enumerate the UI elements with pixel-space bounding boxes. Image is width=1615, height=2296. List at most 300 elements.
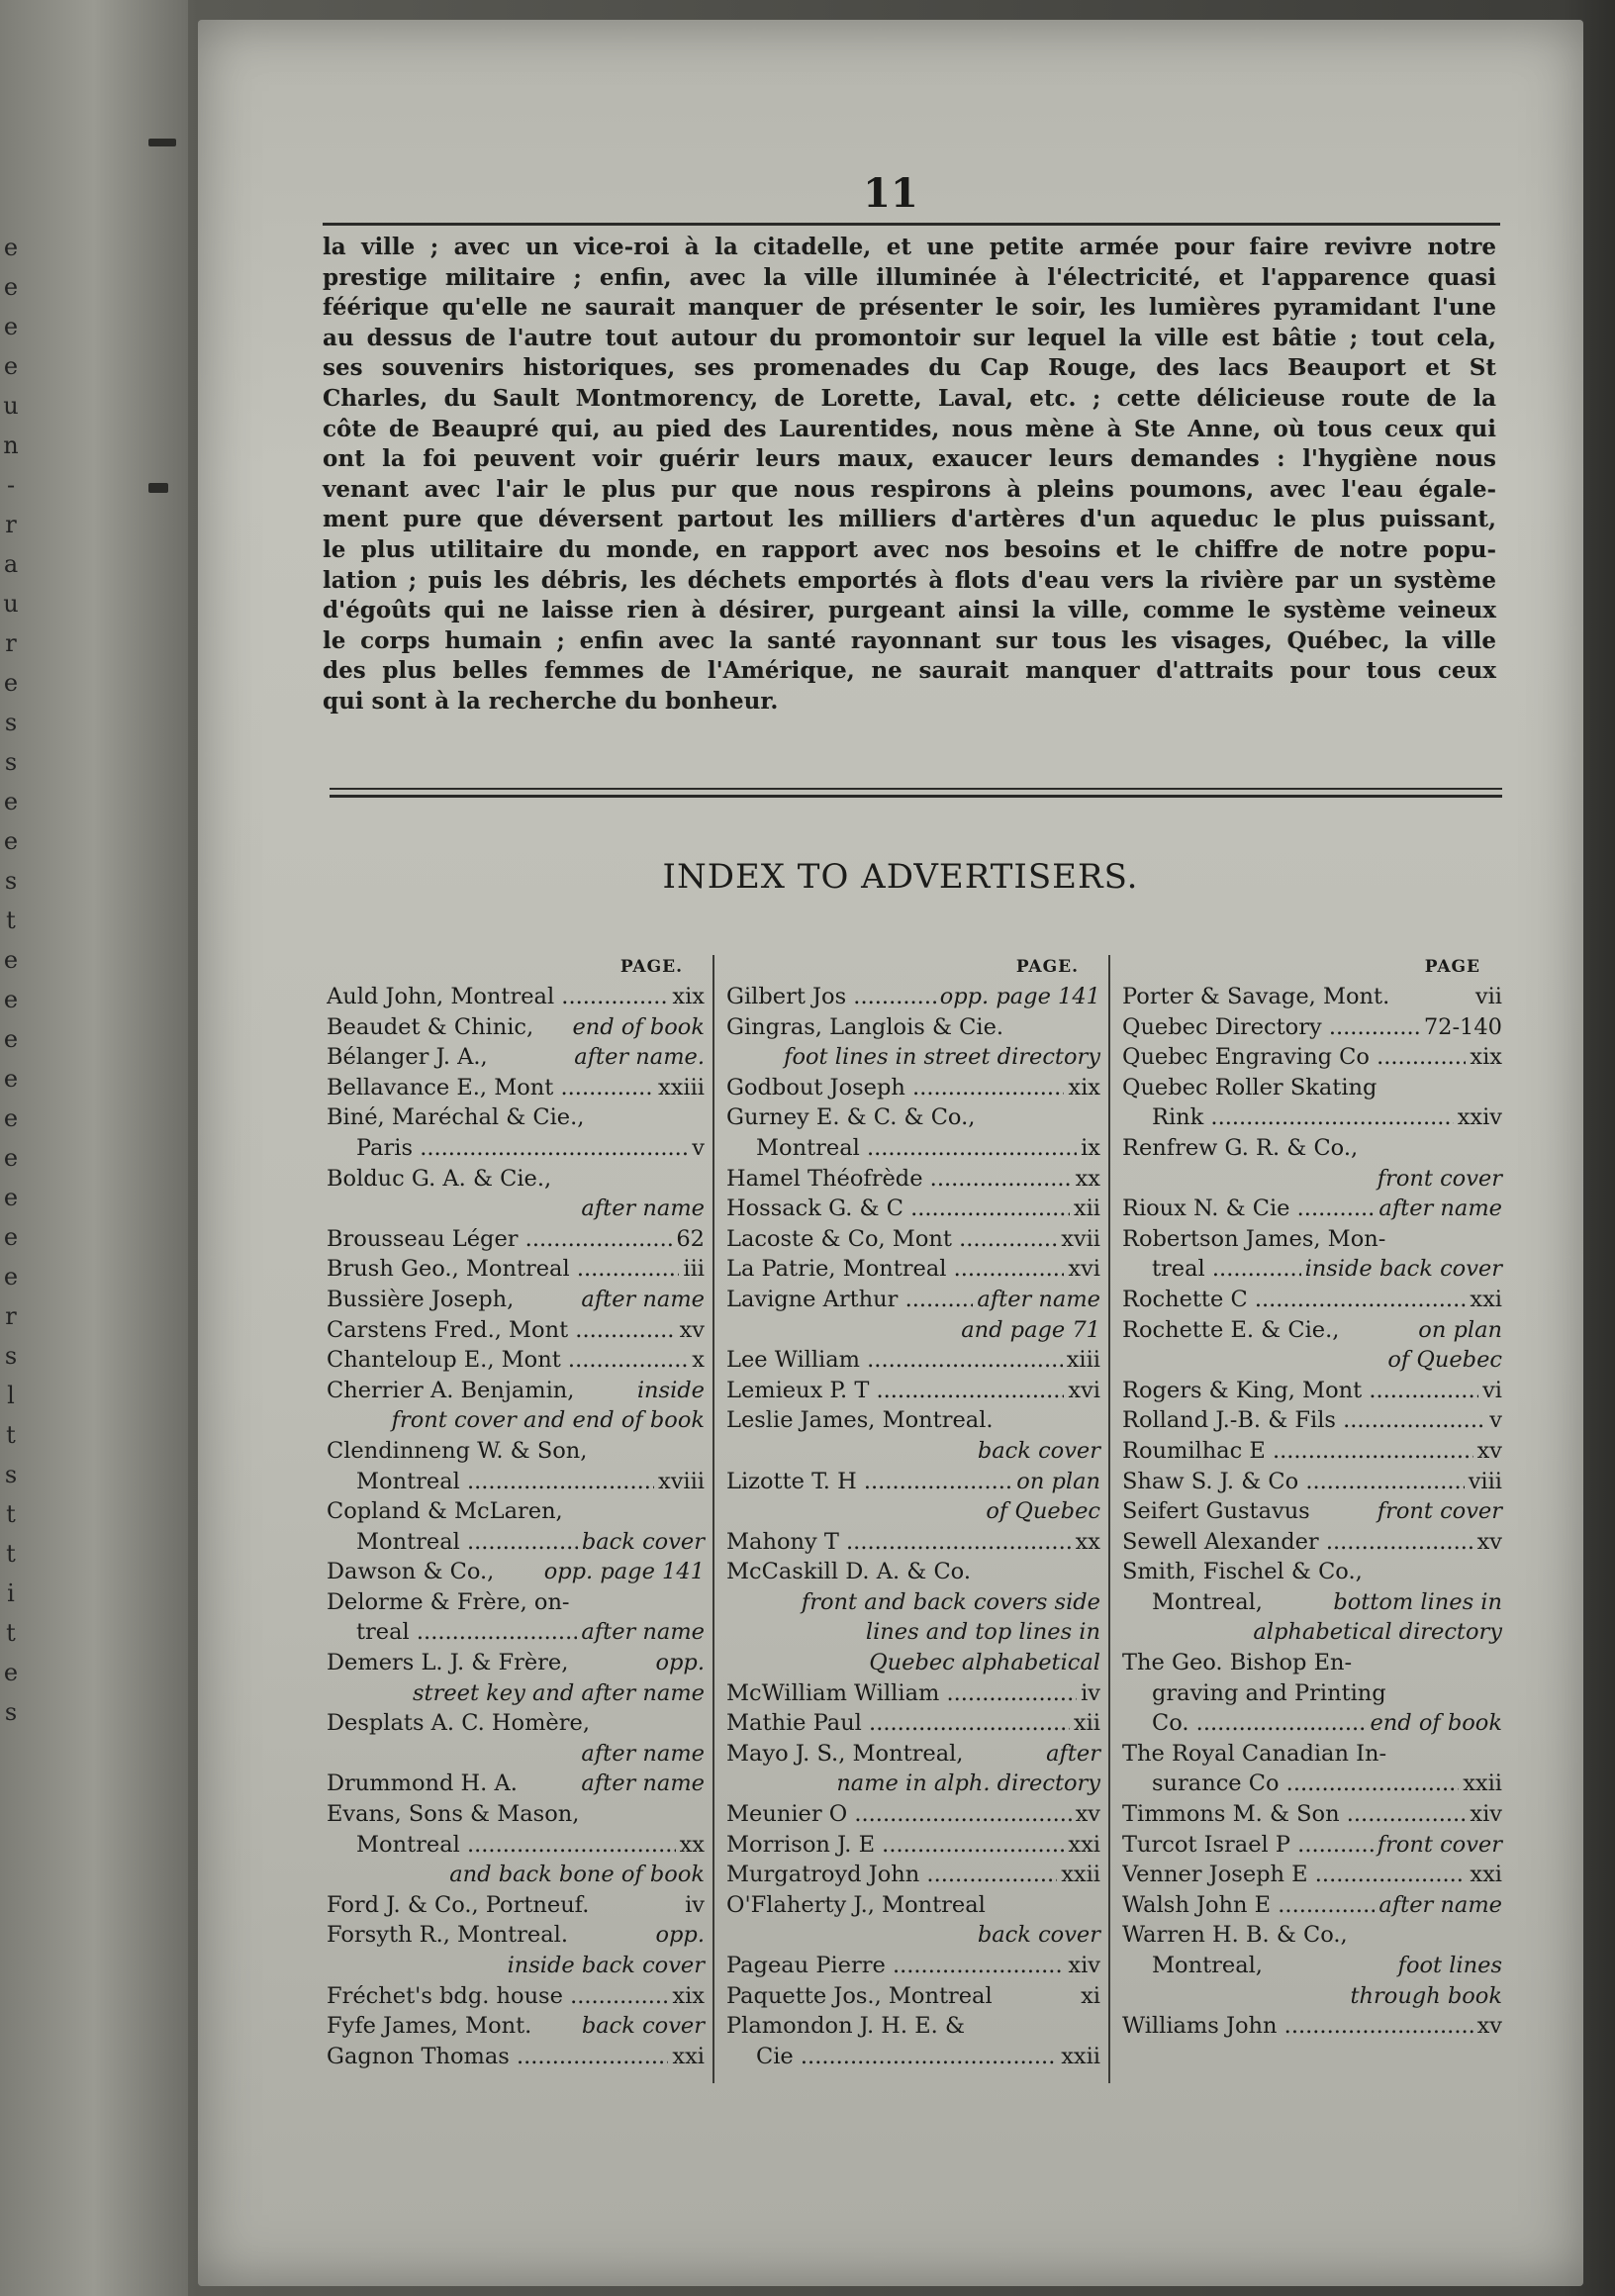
advertiser-name: Venner Joseph E .....	[1122, 1860, 1466, 1890]
entry-continuation: name in alph. directory	[836, 1770, 1100, 1797]
page-reference: xx	[1075, 1165, 1100, 1192]
page-reference: xxii	[1463, 1770, 1502, 1797]
spacer	[1385, 1224, 1498, 1255]
index-entry	[327, 1405, 705, 1436]
advertiser-name: Forsyth R., Montreal.	[327, 1922, 568, 1949]
page-reference: xviii	[658, 1468, 705, 1494]
index-entry	[327, 1315, 705, 1346]
spacer	[531, 2011, 578, 2042]
advertiser-name: Montreal,	[1152, 1953, 1263, 1978]
spacer	[1363, 1557, 1498, 1587]
body-line: venant avec l'air le plus pur que nous respirons à pleins poumons, avec l'eau égale-	[323, 475, 1496, 503]
index-entry	[726, 1405, 1100, 1436]
advertiser-name: Bélanger J. A.,	[327, 1044, 488, 1071]
page-reference: iv	[685, 1891, 705, 1918]
index-entry	[1122, 982, 1502, 1012]
page-reference: iii	[683, 1256, 705, 1283]
page-reference: end of book	[1370, 1710, 1502, 1737]
index-entry	[1122, 1345, 1502, 1376]
advertiser-name: Biné, Maréchal & Cie.,	[327, 1104, 585, 1131]
advertiser-name: Gingras, Langlois & Cie.	[726, 1013, 1004, 1040]
index-entry	[327, 1376, 705, 1406]
index-entry	[327, 1496, 705, 1527]
index-entry	[327, 982, 705, 1012]
page-reference	[1498, 1678, 1502, 1709]
page-reference: xxi	[1068, 1831, 1100, 1858]
page-reference: xv	[1075, 1801, 1100, 1828]
advertiser-name: Gurney E. & C. & Co.,	[726, 1104, 976, 1131]
advertiser-name: Brousseau Léger .....	[327, 1224, 672, 1255]
index-entry	[726, 1102, 1100, 1133]
index-entry	[1122, 1405, 1502, 1436]
spacer	[994, 1405, 1096, 1436]
page-reference: xii	[1073, 1196, 1100, 1222]
binding-mark	[148, 139, 176, 146]
page-reference	[1498, 1224, 1502, 1255]
index-entry	[1122, 1769, 1502, 1799]
advertiser-name: graving and Printing	[1152, 1679, 1386, 1706]
facing-page-letters	[0, 228, 22, 1732]
page-reference	[1498, 1073, 1502, 1103]
spacer	[518, 1769, 578, 1799]
index-entry	[726, 1042, 1100, 1073]
index-entry	[1122, 1496, 1502, 1527]
page-reference: on plan	[1016, 1468, 1100, 1494]
page-reference	[1498, 1739, 1502, 1770]
facing-page-letter: r	[5, 511, 17, 538]
page-reference: back cover	[581, 2013, 705, 2040]
spacer	[963, 1739, 1042, 1770]
page-reference: xvi	[1068, 1256, 1100, 1283]
advertiser-name: Warren H. B. & Co.,	[1122, 1922, 1348, 1949]
page-column-header: PAGE	[1424, 957, 1480, 977]
body-line: lation ; puis les débris, les déchets emportés à flots d'eau vers la rivière par un système	[323, 566, 1496, 594]
page-reference: xiv	[1470, 1801, 1502, 1828]
page-reference: xv	[1476, 2013, 1502, 2040]
index-entry	[327, 1194, 705, 1224]
page-reference: xx	[679, 1831, 705, 1858]
advertiser-name: Morrison J. E .....	[726, 1830, 1064, 1861]
section-rule-top	[330, 788, 1502, 790]
index-entry	[327, 1102, 705, 1133]
index-entry	[327, 1436, 705, 1467]
advertiser-name: Bussière Joseph,	[327, 1286, 515, 1312]
index-entry	[1122, 1678, 1502, 1709]
index-entry	[726, 1739, 1100, 1770]
facing-page-letter: e	[3, 946, 19, 974]
page-reference	[701, 1799, 705, 1830]
page-reference: opp.	[655, 1922, 705, 1949]
page-column-header: PAGE.	[1015, 957, 1079, 977]
page-reference: xxi	[672, 2043, 705, 2069]
index-entry	[1122, 1951, 1502, 1981]
index-entry	[1122, 1133, 1502, 1164]
index-entry	[726, 1345, 1100, 1376]
advertiser-name: Beaudet & Chinic,	[327, 1013, 534, 1040]
index-entry	[1122, 1042, 1502, 1073]
advertiser-name: Turcot Israel P .....	[1122, 1830, 1374, 1861]
facing-page-letter: s	[4, 1461, 18, 1488]
page-reference	[701, 1102, 705, 1133]
body-line: ment pure que déversent partout les milliers d'artères d'un aqueduc le plus puissant,	[323, 506, 1496, 533]
index-entry	[327, 1920, 705, 1951]
spacer	[533, 1012, 568, 1043]
facing-page-letter: e	[3, 1263, 19, 1291]
facing-page-letter: e	[3, 1144, 19, 1172]
advertiser-name: Timmons M. & Son .....	[1122, 1799, 1466, 1830]
body-line: le plus utilitaire du monde, en rapport avec nos besoins et le chiffre de notre popu-	[323, 535, 1496, 563]
advertiser-name: Montreal,	[1152, 1588, 1263, 1615]
body-line: au dessus de l'autre tout autour du promontoir sur lequel la ville est bâtie ; tout cela,	[323, 324, 1496, 351]
facing-page-letter: n	[3, 431, 19, 459]
index-entry	[1122, 2011, 1502, 2042]
index-entry	[726, 1496, 1100, 1527]
page-reference	[701, 1164, 705, 1195]
entry-continuation: street key and after name	[412, 1679, 705, 1706]
index-entry	[1122, 1315, 1502, 1346]
advertiser-name: Gilbert Jos .....	[726, 982, 936, 1012]
index-entry	[726, 1920, 1100, 1951]
entry-continuation: through book	[1350, 1982, 1502, 2009]
advertiser-name: McWilliam William .....	[726, 1678, 1077, 1709]
index-entry	[1122, 1799, 1502, 1830]
advertiser-name: Lavigne Arthur .....	[726, 1285, 973, 1315]
advertiser-name: Rochette E. & Cie.,	[1122, 1316, 1340, 1343]
facing-page-letter: r	[5, 629, 17, 657]
page-reference	[701, 1587, 705, 1618]
index-entry	[1122, 1587, 1502, 1618]
spacer	[1358, 1133, 1498, 1164]
spacer	[590, 1708, 701, 1739]
spacer	[1003, 1012, 1096, 1043]
page-reference	[1096, 2011, 1100, 2042]
index-entry	[1122, 1708, 1502, 1739]
page-reference: xvii	[1061, 1225, 1100, 1252]
page-reference: xii	[1073, 1710, 1100, 1737]
advertiser-name: Delorme & Frère, on-	[327, 1588, 570, 1615]
page-reference	[701, 1436, 705, 1467]
facing-page-letter: t	[6, 1500, 16, 1528]
facing-page-letter: t	[6, 1619, 16, 1647]
index-entry	[726, 1133, 1100, 1164]
index-column-1	[327, 952, 705, 2071]
advertiser-name: The Geo. Bishop En-	[1122, 1650, 1353, 1676]
entry-continuation: foot lines in street directory	[784, 1044, 1100, 1071]
advertiser-name: Rochette C .....	[1122, 1285, 1466, 1315]
page-reference: after name	[581, 1286, 705, 1312]
index-entry	[1122, 1739, 1502, 1770]
page-reference: xxi	[1470, 1286, 1502, 1312]
page-reference: after	[1046, 1740, 1100, 1767]
index-column-3	[1122, 952, 1502, 2042]
spacer	[488, 1042, 571, 1073]
page-reference: iv	[1081, 1679, 1100, 1706]
advertiser-name: Rink .....	[1152, 1102, 1454, 1133]
advertiser-name: Pageau Pierre .....	[726, 1951, 1064, 1981]
body-line: féérique qu'elle ne saurait manquer de présenter le soir, les lumières pyramidant l'une	[323, 294, 1496, 322]
index-entry	[327, 1769, 705, 1799]
page-reference: vii	[1474, 984, 1502, 1009]
advertiser-name: Paquette Jos., Montreal	[726, 1982, 993, 2009]
page-reference: xxiii	[658, 1074, 705, 1100]
advertiser-name: Robertson James, Mon-	[1122, 1225, 1386, 1252]
index-entry	[327, 1739, 705, 1770]
advertiser-name: Walsh John E .....	[1122, 1890, 1375, 1921]
index-entry	[726, 2042, 1100, 2072]
page-number: 11	[863, 170, 918, 217]
page-reference: xix	[672, 1982, 705, 2009]
page-reference	[1498, 1133, 1502, 1164]
advertiser-name: Williams John .....	[1122, 2011, 1473, 2042]
page-reference: xix	[1470, 1044, 1502, 1071]
body-line: d'égoûts qui ne laisse rien à désirer, purgeant ainsi la ville, comme le système veineux	[323, 597, 1496, 624]
index-entry	[726, 1436, 1100, 1467]
index-entry	[327, 2011, 705, 2042]
index-entry	[726, 1799, 1100, 1830]
advertiser-name: Montreal .....	[356, 1830, 676, 1861]
entry-continuation: inside back cover	[507, 1953, 705, 1978]
facing-page-letter: e	[3, 788, 19, 815]
page-reference: opp.	[655, 1650, 705, 1676]
facing-page-letter: t	[6, 1540, 16, 1568]
facing-page-letter: e	[3, 352, 19, 380]
index-entry	[327, 1224, 705, 1255]
advertiser-name: Fréchet's bdg. house .....	[327, 1981, 668, 2012]
index-entry	[726, 1648, 1100, 1678]
index-entry	[1122, 1376, 1502, 1406]
advertiser-name: Cherrier A. Benjamin,	[327, 1377, 575, 1403]
spacer	[514, 1285, 577, 1315]
entry-continuation: back cover	[977, 1437, 1100, 1464]
advertiser-name: Porter & Savage, Mont.	[1122, 984, 1390, 1009]
index-entry	[1122, 1285, 1502, 1315]
page-reference: v	[692, 1134, 705, 1161]
section-rule-bottom	[330, 795, 1502, 798]
index-entry	[1122, 1224, 1502, 1255]
body-line: des plus belles femmes de l'Amérique, ne saurait manquer d'attraits pour tous ceux	[323, 657, 1496, 685]
advertiser-name: Lee William .....	[726, 1345, 1063, 1376]
advertiser-name: Plamondon J. H. E. &	[726, 2013, 965, 2040]
index-entry	[327, 1345, 705, 1376]
spacer	[1352, 1648, 1498, 1678]
advertiser-name: Montreal .....	[356, 1527, 578, 1558]
advertiser-name: McCaskill D. A. & Co.	[726, 1559, 971, 1585]
body-line: la ville ; avec un vice-roi à la citadelle, et une petite armée pour faire revivre notre	[323, 234, 1496, 260]
index-entry	[327, 1708, 705, 1739]
page-reference: inside back cover	[1304, 1256, 1502, 1283]
index-entry	[726, 1467, 1100, 1497]
index-entry	[327, 1073, 705, 1103]
facing-page-letter: s	[4, 1342, 18, 1370]
page-reference: xv	[1476, 1437, 1502, 1464]
advertiser-name: Quebec Directory .....	[1122, 1012, 1420, 1043]
advertiser-name: surance Co .....	[1152, 1769, 1459, 1799]
spacer	[568, 1920, 652, 1951]
index-entry	[327, 1951, 705, 1981]
facing-page-letter: s	[4, 709, 18, 736]
spacer	[587, 1436, 701, 1467]
advertiser-name: Leslie James, Montreal.	[726, 1407, 994, 1434]
page-reference: opp. page 141	[939, 984, 1100, 1009]
page-reference: bottom lines in	[1333, 1588, 1502, 1615]
advertiser-name: Evans, Sons & Mason,	[327, 1801, 580, 1828]
page-reference	[1096, 1557, 1100, 1587]
index-entry	[1122, 1981, 1502, 2012]
advertiser-name: Bellavance E., Mont .....	[327, 1073, 654, 1103]
page-reference	[1498, 1557, 1502, 1587]
index-entry	[327, 1587, 705, 1618]
advertiser-name: La Patrie, Montreal .....	[726, 1254, 1064, 1285]
index-entry	[1122, 1164, 1502, 1195]
header-rule	[323, 223, 1500, 226]
spacer	[1348, 1920, 1498, 1951]
facing-page-letter: e	[3, 1065, 19, 1093]
page-reference: after name	[977, 1286, 1100, 1312]
index-entry	[327, 1890, 705, 1921]
index-entry	[1122, 1860, 1502, 1890]
page-reference: v	[1489, 1407, 1502, 1434]
spacer	[1377, 1073, 1498, 1103]
spacer	[494, 1557, 539, 1587]
facing-page-letter: t	[6, 1421, 16, 1449]
index-entry	[1122, 1830, 1502, 1861]
page-reference: xiii	[1066, 1347, 1100, 1374]
index-entry	[327, 1285, 705, 1315]
spacer	[975, 1102, 1096, 1133]
advertiser-name: Smith, Fischel & Co.,	[1122, 1559, 1363, 1585]
binding-mark	[148, 483, 168, 493]
column-divider	[712, 955, 714, 2083]
entry-continuation: of Quebec	[1387, 1347, 1502, 1374]
index-entry	[1122, 1254, 1502, 1285]
index-entry	[726, 1194, 1100, 1224]
index-entry	[726, 1557, 1100, 1587]
advertiser-name: Chanteloup E., Mont .....	[327, 1345, 688, 1376]
index-entry	[726, 1617, 1100, 1648]
spacer	[993, 1981, 1077, 2012]
advertiser-name: Drummond H. A.	[327, 1770, 518, 1797]
facing-page-letter: e	[3, 1659, 19, 1686]
advertiser-name: Dawson & Co.,	[327, 1559, 495, 1585]
spacer	[1389, 982, 1472, 1012]
advertiser-name: Shaw S. J. & Co .....	[1122, 1467, 1465, 1497]
page-reference: after name	[581, 1770, 705, 1797]
page-reference	[1096, 1102, 1100, 1133]
facing-page-letter: t	[6, 907, 16, 934]
advertiser-name: O'Flaherty J., Montreal	[726, 1891, 986, 1918]
index-entry	[327, 2042, 705, 2072]
facing-page-letter: e	[3, 1223, 19, 1251]
advertiser-name: Demers L. J. & Frère,	[327, 1650, 569, 1676]
advertiser-name: Montreal .....	[756, 1133, 1077, 1164]
page-reference: foot lines	[1397, 1953, 1502, 1978]
index-entry	[726, 1951, 1100, 1981]
advertiser-name: treal .....	[356, 1617, 577, 1648]
spacer	[1339, 1315, 1414, 1346]
index-entry	[1122, 1920, 1502, 1951]
advertiser-name: Brush Geo., Montreal .....	[327, 1254, 679, 1285]
facing-page-letter: e	[3, 827, 19, 855]
spacer	[1386, 1678, 1498, 1709]
page-reference: after name	[1378, 1891, 1502, 1918]
page-reference: xx	[1075, 1528, 1100, 1555]
advertiser-name: Ford J. & Co., Portneuf.	[327, 1891, 590, 1918]
advertiser-name: Rioux N. & Cie .....	[1122, 1194, 1375, 1224]
facing-page-letter: e	[3, 313, 19, 340]
index-entry	[726, 1981, 1100, 2012]
advertiser-name: Sewell Alexander .....	[1122, 1527, 1473, 1558]
advertiser-name: Fyfe James, Mont.	[327, 2013, 532, 2040]
index-entry	[726, 1012, 1100, 1043]
spacer	[1263, 1951, 1394, 1981]
page-reference: end of book	[572, 1013, 705, 1040]
advertiser-name: Murgatroyd John .....	[726, 1860, 1057, 1890]
page-reference: xix	[1068, 1074, 1100, 1100]
entry-continuation: after name	[581, 1196, 705, 1222]
advertiser-name: Quebec Roller Skating	[1122, 1074, 1378, 1100]
facing-page-letter: r	[5, 1302, 17, 1330]
page-reference	[701, 1496, 705, 1527]
spacer	[1386, 1739, 1498, 1770]
entry-continuation: Quebec alphabetical	[869, 1650, 1100, 1676]
index-entry	[726, 1164, 1100, 1195]
advertiser-name: Bolduc G. A. & Cie.,	[327, 1165, 552, 1192]
advertiser-name: Gagnon Thomas .....	[327, 2042, 668, 2072]
facing-page-edge	[0, 0, 188, 2296]
index-entry	[726, 1254, 1100, 1285]
index-entry	[1122, 1012, 1502, 1043]
spacer	[589, 1890, 681, 1921]
facing-page-letter: a	[3, 550, 19, 578]
advertiser-name: Cie .....	[756, 2042, 1057, 2072]
page-reference: xvi	[1068, 1377, 1100, 1403]
facing-page-letter: e	[3, 273, 19, 301]
index-entry	[327, 1648, 705, 1678]
entry-continuation: back cover	[977, 1922, 1100, 1949]
facing-page-letter: e	[3, 669, 19, 697]
index-entry	[327, 1799, 705, 1830]
index-entry	[327, 1042, 705, 1073]
index-entry	[726, 1769, 1100, 1799]
index-entry	[327, 1254, 705, 1285]
advertiser-name: Mahony T .....	[726, 1527, 1072, 1558]
advertiser-name: Quebec Engraving Co .....	[1122, 1042, 1466, 1073]
page-column-header: PAGE.	[619, 957, 683, 977]
advertiser-name: Meunier O .....	[726, 1799, 1072, 1830]
spacer	[1310, 1496, 1374, 1527]
advertiser-name: Auld John, Montreal .....	[327, 982, 668, 1012]
body-line: ont la foi peuvent voir guérir leurs maux, exaucer leurs demandes : l'hygiène nous	[323, 445, 1496, 473]
index-entry	[726, 1285, 1100, 1315]
index-entry	[1122, 1890, 1502, 1921]
spacer	[1263, 1587, 1329, 1618]
index-entry	[327, 1012, 705, 1043]
advertiser-name: Paris .....	[356, 1133, 688, 1164]
index-entry	[327, 1133, 705, 1164]
index-entry	[1122, 1436, 1502, 1467]
facing-page-letter: l	[7, 1382, 15, 1409]
facing-page-letter: -	[6, 471, 16, 499]
entry-continuation: front cover and end of book	[391, 1407, 705, 1434]
page-reference	[1498, 1648, 1502, 1678]
facing-page-letter: u	[3, 590, 19, 618]
spacer	[568, 1648, 651, 1678]
page-reference: after name	[1378, 1196, 1502, 1222]
entry-continuation: and back bone of book	[449, 1862, 705, 1888]
entry-continuation: and page 71	[961, 1316, 1100, 1343]
advertiser-name: Hamel Théofrède .....	[726, 1164, 1072, 1195]
page-reference: front cover	[1377, 1831, 1502, 1858]
